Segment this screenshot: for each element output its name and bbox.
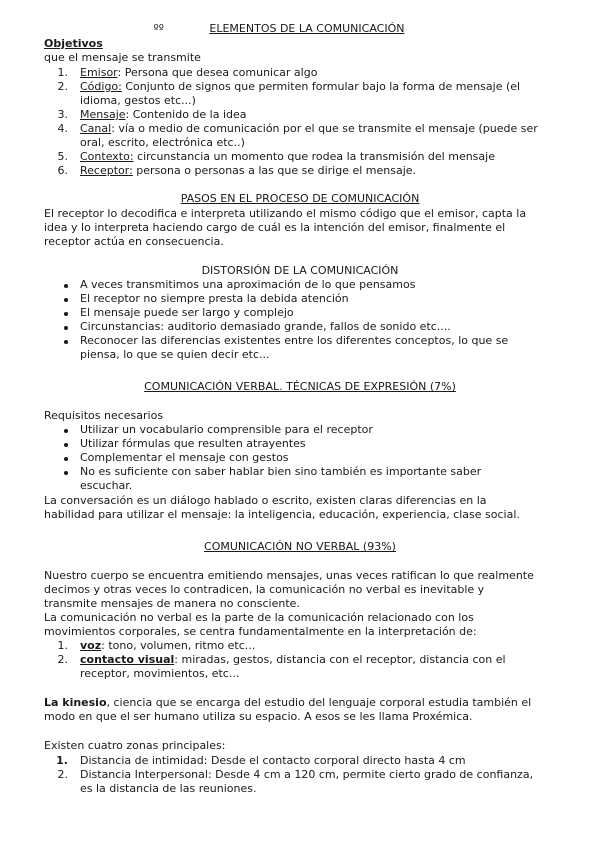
list-number: 1. (57, 639, 68, 652)
list-item: Reconocer las diferencias existentes entre los diferentes conceptos, lo que se (80, 334, 509, 347)
list-item-cont: piensa, lo que se quien decir etc... (80, 348, 270, 361)
paragraph-line: La comunicación no verbal es la parte de la comunicación relacionado con los (44, 611, 474, 624)
objetivos-intro: que el mensaje se transmite (44, 51, 201, 64)
list-item-cont: receptor, movimientos, etc... (80, 667, 240, 680)
paragraph-line: receptor actúa en consecuencia. (44, 235, 224, 248)
list-number: 1. (57, 66, 68, 79)
bullet-icon (64, 429, 68, 433)
list-item-cont: idioma, gestos etc...) (80, 94, 196, 107)
noverbal-heading: COMUNICACIÓN NO VERBAL (93%) (204, 540, 396, 553)
list-item: Circunstancias: auditorio demasiado grande, fallos de sonido etc.... (80, 320, 451, 333)
list-item: contacto visual: miradas, gestos, distancia con el receptor, distancia con el (80, 653, 506, 666)
paragraph-line: movimientos corporales, se centra fundamentalmente en la interpretación de: (44, 625, 477, 638)
bullet-icon (64, 471, 68, 475)
bullet-icon (64, 312, 68, 316)
distorsion-heading: DISTORSIÓN DE LA COMUNICACIÓN (201, 264, 399, 277)
list-item: Utilizar un vocabulario comprensible para el receptor (80, 423, 373, 436)
bullet-icon (64, 443, 68, 447)
objetivos-heading: Objetivos (44, 37, 103, 50)
list-number: 1. (56, 754, 68, 767)
title-prefix: ºº (153, 22, 164, 35)
list-item: Mensaje: Contenido de la idea (80, 108, 247, 121)
list-item: voz: tono, volumen, ritmo etc... (80, 639, 256, 652)
paragraph-line: La conversación es un diálogo hablado o escrito, existen claras diferencias en la (44, 494, 487, 507)
list-item: Emisor: Persona que desea comunicar algo (80, 66, 318, 79)
title-text: ELEMENTOS DE LA COMUNICACIÓN (209, 22, 405, 35)
list-item: Distancia Interpersonal: Desde 4 cm a 120 cm, permite cierto grado de confianza, (80, 768, 534, 781)
list-item: Complementar el mensaje con gestos (80, 451, 289, 464)
list-item-cont: oral, escrito, electrónica etc..) (80, 136, 245, 149)
list-item: Receptor: persona o personas a las que se dirige el mensaje. (80, 164, 417, 177)
list-item: Canal: vía o medio de comunicación por el que se transmite el mensaje (puede ser (80, 122, 538, 135)
paragraph-line: idea y lo interpreta haciendo cargo de cuál es la intención del emisor, finalmente el (44, 221, 506, 234)
paragraph-line: habilidad para utilizar el mensaje: la inteligencia, educación, experiencia, clase social. (44, 508, 520, 521)
paragraph-line: transmite mensajes de manera no consciente. (44, 597, 300, 610)
bullet-icon (64, 457, 68, 461)
list-item: Código: Conjunto de signos que permiten formular bajo la forma de mensaje (el (80, 80, 521, 93)
list-item: No es suficiente con saber hablar bien sino también es importante saber (80, 465, 482, 478)
list-number: 2. (57, 653, 68, 666)
bullet-icon (64, 340, 68, 344)
verbal-heading: COMUNICACIÓN VERBAL. TÉCNICAS DE EXPRESIÓN (7%) (144, 380, 456, 393)
list-item-cont: es la distancia de las reuniones. (80, 782, 257, 795)
list-number: 6. (57, 164, 68, 177)
paragraph-line: Nuestro cuerpo se encuentra emitiendo mensajes, unas veces ratifican lo que realmente (44, 569, 534, 582)
list-item: Utilizar fórmulas que resulten atrayentes (80, 437, 306, 450)
list-number: 4. (57, 122, 68, 135)
list-number: 2. (57, 768, 68, 781)
requisitos-label: Requisitos necesarios (44, 409, 164, 422)
paragraph-line: El receptor lo decodifica e interpreta utilizando el mismo código que el emisor, capta la (44, 207, 527, 220)
bullet-icon (64, 284, 68, 288)
list-item: Distancia de intimidad: Desde el contacto corporal directo hasta 4 cm (80, 754, 466, 767)
list-number: 2. (57, 80, 68, 93)
list-item-cont: escuchar. (80, 479, 133, 492)
pasos-heading: PASOS EN EL PROCESO DE COMUNICACIÓN (180, 192, 420, 205)
list-item: El mensaje puede ser largo y complejo (80, 306, 294, 319)
bullet-icon (64, 326, 68, 330)
paragraph-line: decimos y otras veces lo contradicen, la comunicación no verbal es inevitable y (44, 583, 485, 596)
paragraph-line: modo en que el ser humano utiliza su espacio. A esos se les llama Proxémica. (44, 710, 473, 723)
list-item: Contexto: circunstancia un momento que rodea la transmisión del mensaje (80, 150, 495, 163)
document-title (0, 22, 600, 35)
list-item: El receptor no siempre presta la debida atención (80, 292, 349, 305)
zonas-intro: Existen cuatro zonas principales: (44, 739, 226, 752)
list-number: 3. (57, 108, 68, 121)
bullet-icon (64, 298, 68, 302)
list-number: 5. (57, 150, 68, 163)
kinesio-line: La kinesio, ciencia que se encarga del estudio del lenguaje corporal estudia también el (44, 696, 532, 709)
list-item: A veces transmitimos una aproximación de lo que pensamos (80, 278, 416, 291)
